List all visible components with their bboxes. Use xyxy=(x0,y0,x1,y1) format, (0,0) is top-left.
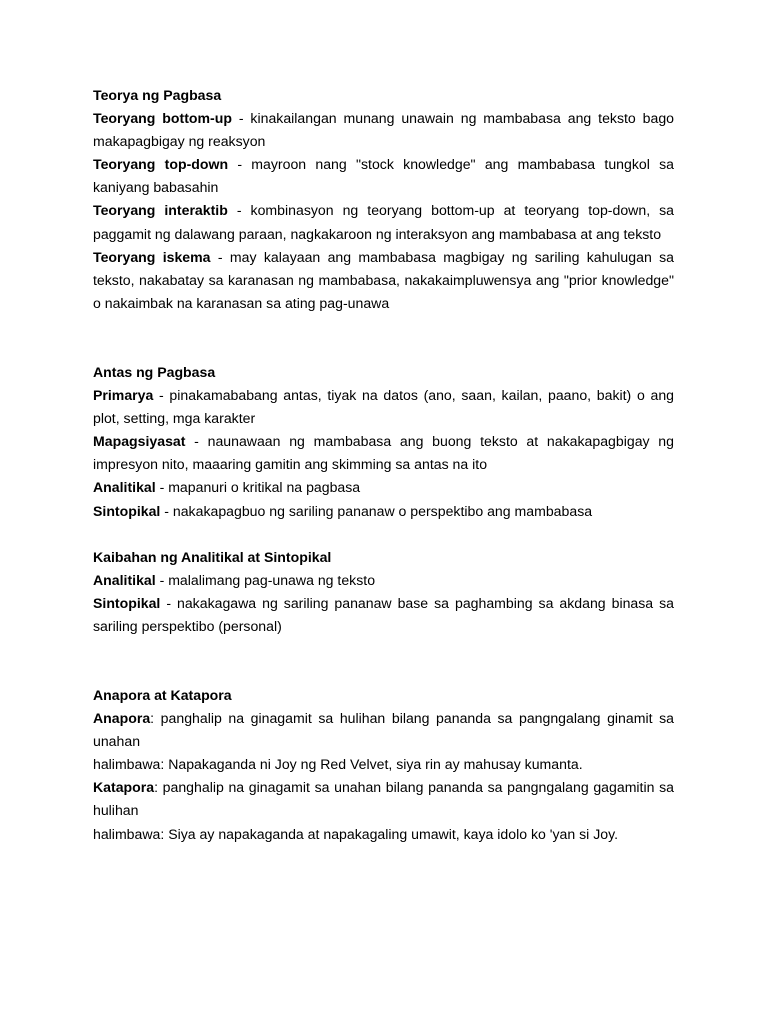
entry-text: : panghalip na ginagamit sa unahan bilang pananda sa pangngalang gagamitin sa hulihan xyxy=(93,779,674,819)
entry-text: - kombinasyon ng teoryang bottom-up at teoryang top-down, sa paggamit ng dalawang paraan, nagkakaroon ng interaksyon ang mambabasa at ang teksto xyxy=(93,202,674,242)
entry-text: - naunawaan ng mambabasa ang buong teksto at nakakapagbigay ng impresyon nito, maaaring gamitin ang skimming sa antas na ito xyxy=(93,433,674,473)
entry-text: - may kalayaan ang mambabasa magbigay ng sariling kahulugan sa teksto, nakabatay sa karanasan ng mambabasa, nakakaimpluwensya ang "prior knowledge" o nakaimbak na karanasan sa ating pag-unawa xyxy=(93,248,674,311)
entry-text: : panghalip na ginagamit sa hulihan bilang pananda sa pangngalang ginamit sa unahan xyxy=(93,710,674,750)
entry-primarya xyxy=(93,384,674,430)
entry-analitikal xyxy=(93,476,674,499)
entry-term: Analitikal xyxy=(93,571,156,588)
entry-term: Teoryang interaktib xyxy=(93,202,228,219)
entry-teoryang-iskema xyxy=(93,246,674,315)
entry-teoryang-interaktib xyxy=(93,199,674,245)
entry-term: Analitikal xyxy=(93,479,156,496)
entry-teoryang-bottom-up xyxy=(93,107,674,153)
entry-text: - nakakagawa ng sariling pananaw base sa paghambing sa akdang binasa sa sariling perspektibo (personal) xyxy=(93,594,674,634)
entry-term: Primarya xyxy=(93,387,154,404)
entry-term: Sintopikal xyxy=(93,594,161,611)
entry-text: - mapanuri o kritikal na pagbasa xyxy=(155,479,361,496)
entry-term: Teoryang iskema xyxy=(93,248,211,265)
entry-text: - pinakamababang antas, tiyak na datos (ano, saan, kailan, paano, bakit) o ang plot, setting, mga karakter xyxy=(93,387,674,427)
section-title-teorya: Teorya ng Pagbasa xyxy=(93,87,222,103)
entry-katapora xyxy=(93,776,674,822)
entry-sintopikal xyxy=(93,500,674,523)
example-anapora: halimbawa: Napakaganda ni Joy ng Red Velvet, siya rin ay mahusay kumanta. xyxy=(93,756,583,773)
section-title-antas: Antas ng Pagbasa xyxy=(93,363,216,380)
section-spacer xyxy=(93,315,674,361)
entry-sintopikal-kaibahan xyxy=(93,592,674,638)
entry-anapora xyxy=(93,707,674,753)
entry-mapagsiyasat xyxy=(93,430,674,476)
example-katapora: halimbawa: Siya ay napakaganda at napakagaling umawit, kaya idolo ko 'yan si Joy. xyxy=(93,825,618,842)
section-title-kaibahan: Kaibahan ng Analitikal at Sintopikal xyxy=(93,548,332,565)
section-spacer xyxy=(93,638,674,684)
section-spacer xyxy=(93,523,674,546)
entry-term: Mapagsiyasat xyxy=(93,433,186,450)
document-page xyxy=(93,84,674,846)
section-title-anapora-katapora: Anapora at Katapora xyxy=(93,686,232,703)
entry-term: Teoryang top-down xyxy=(93,156,229,173)
entry-term: Teoryang bottom-up xyxy=(93,110,232,127)
entry-term: Anapora xyxy=(93,710,151,727)
entry-text: - kinakailangan munang unawain ng mambabasa ang teksto bago makapagbigay ng reaksyon xyxy=(93,110,675,150)
entry-text: - nakakapagbuo ng sariling pananaw o perspektibo ang mambabasa xyxy=(160,502,593,519)
entry-term: Sintopikal xyxy=(93,502,161,519)
entry-teoryang-top-down xyxy=(93,153,674,199)
entry-term: Katapora xyxy=(93,779,155,796)
entry-analitikal-kaibahan xyxy=(93,569,674,592)
entry-text: - malalimang pag-unawa ng teksto xyxy=(155,571,376,588)
entry-text: - mayroon nang "stock knowledge" ang mambabasa tungkol sa kaniyang babasahin xyxy=(93,156,675,196)
